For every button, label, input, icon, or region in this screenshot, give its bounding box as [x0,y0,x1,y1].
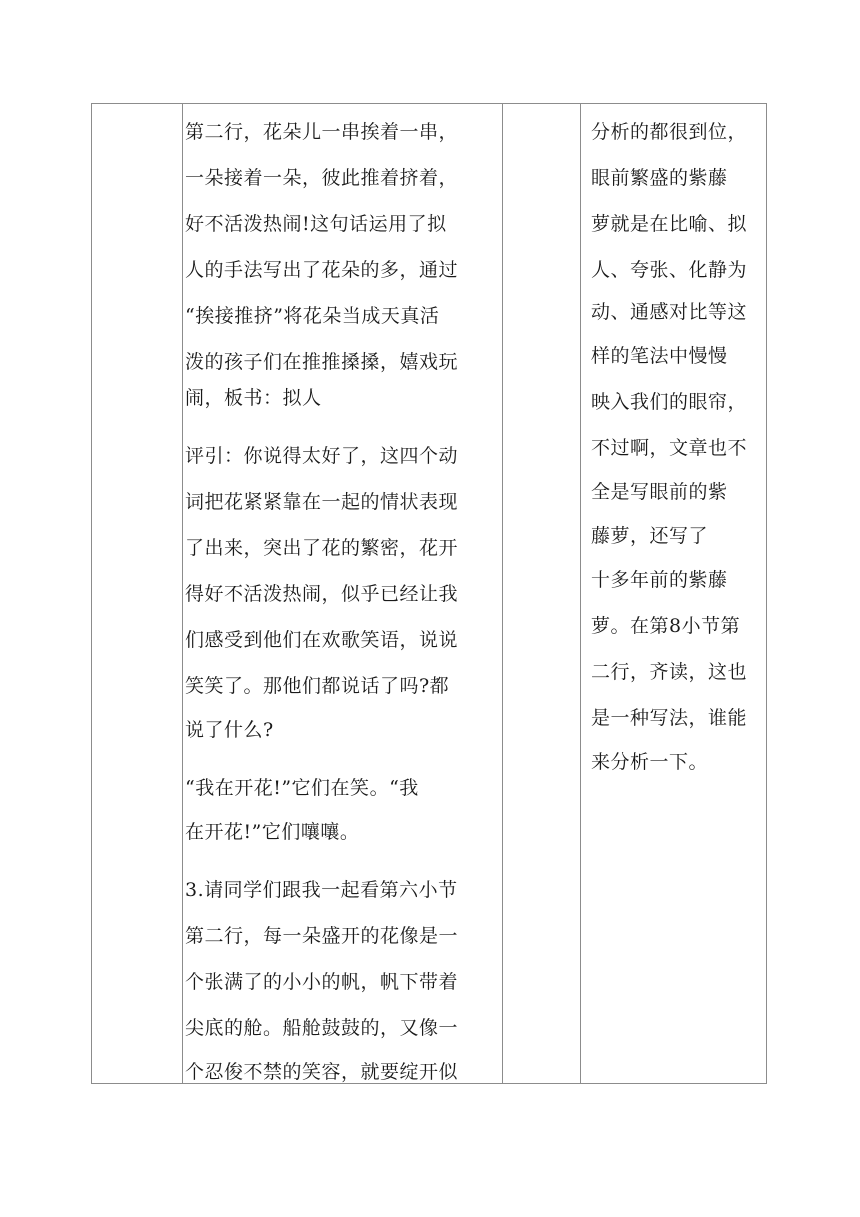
table-column-1 [92,104,182,1083]
text-line: 3.请同学们跟我一起看第六小节 [185,879,458,901]
text-line: 笑笑了。那他们都说话了吗?都 [185,675,450,697]
table-column-4 [580,104,769,1083]
text-line: 词把花紧紧靠在一起的情状表现 [185,491,459,513]
text-line: 是一种写法，谁能 [591,707,748,729]
text-line: 动、通感对比等这 [591,301,748,323]
text-line: 全是写眼前的紫 [591,481,728,503]
text-line: 闹，板书：拟人 [185,387,322,409]
text-line: 说了什么? [185,719,274,741]
text-line: “我在开花!”它们在笑。“我 [185,777,419,799]
text-line: 尖底的舱。船舱鼓鼓的，又像一 [185,1017,459,1039]
text-line: 得好不活泼热闹，似乎已经让我 [185,583,459,605]
text-line: 分析的都很到位， [591,121,748,143]
text-line: 第二行，每一朵盛开的花像是一 [185,925,459,947]
lesson-table [91,103,767,1084]
text-line: 好不活泼热闹!这句话运用了拟 [185,213,447,235]
text-line: 在开花!”它们嚷嚷。 [185,821,360,843]
table-column-3 [502,104,581,1083]
text-line: 泼的孩子们在推推搡搡，嬉戏玩 [185,351,459,373]
text-line: 样的笔法中慢慢 [591,345,728,367]
text-line: 萝就是在比喻、拟 [591,213,748,235]
text-line: 一朵接着一朵，彼此推着挤着， [185,167,459,189]
text-line: 人、夸张、化静为 [591,259,748,281]
text-line: 映入我们的眼帘， [591,391,748,413]
text-line: 评引：你说得太好了，这四个动 [185,445,459,467]
table-column-2 [182,104,503,1083]
text-line: 藤萝，还写了 [591,525,709,547]
text-line: 来分析一下。 [591,751,709,773]
text-line: 了出来，突出了花的繁密，花开 [185,537,459,559]
text-line: 们感受到他们在欢歌笑语，说说 [185,629,459,651]
text-line: “挨接推挤”将花朵当成天真活 [185,305,440,327]
text-line: 二行，齐读，这也 [591,661,748,683]
text-line: 不过啊，文章也不 [591,437,748,459]
text-line: 十多年前的紫藤 [591,569,728,591]
text-line: 眼前繁盛的紫藤 [591,167,728,189]
text-line: 第二行，花朵儿一串挨着一串， [185,121,459,143]
text-line: 人的手法写出了花朵的多，通过 [185,259,459,281]
text-line: 个张满了的小小的帆，帆下带着 [185,971,459,993]
text-line: 萝。在第8小节第 [591,615,741,637]
text-line: 个忍俊不禁的笑容，就要绽开似 [185,1061,459,1083]
